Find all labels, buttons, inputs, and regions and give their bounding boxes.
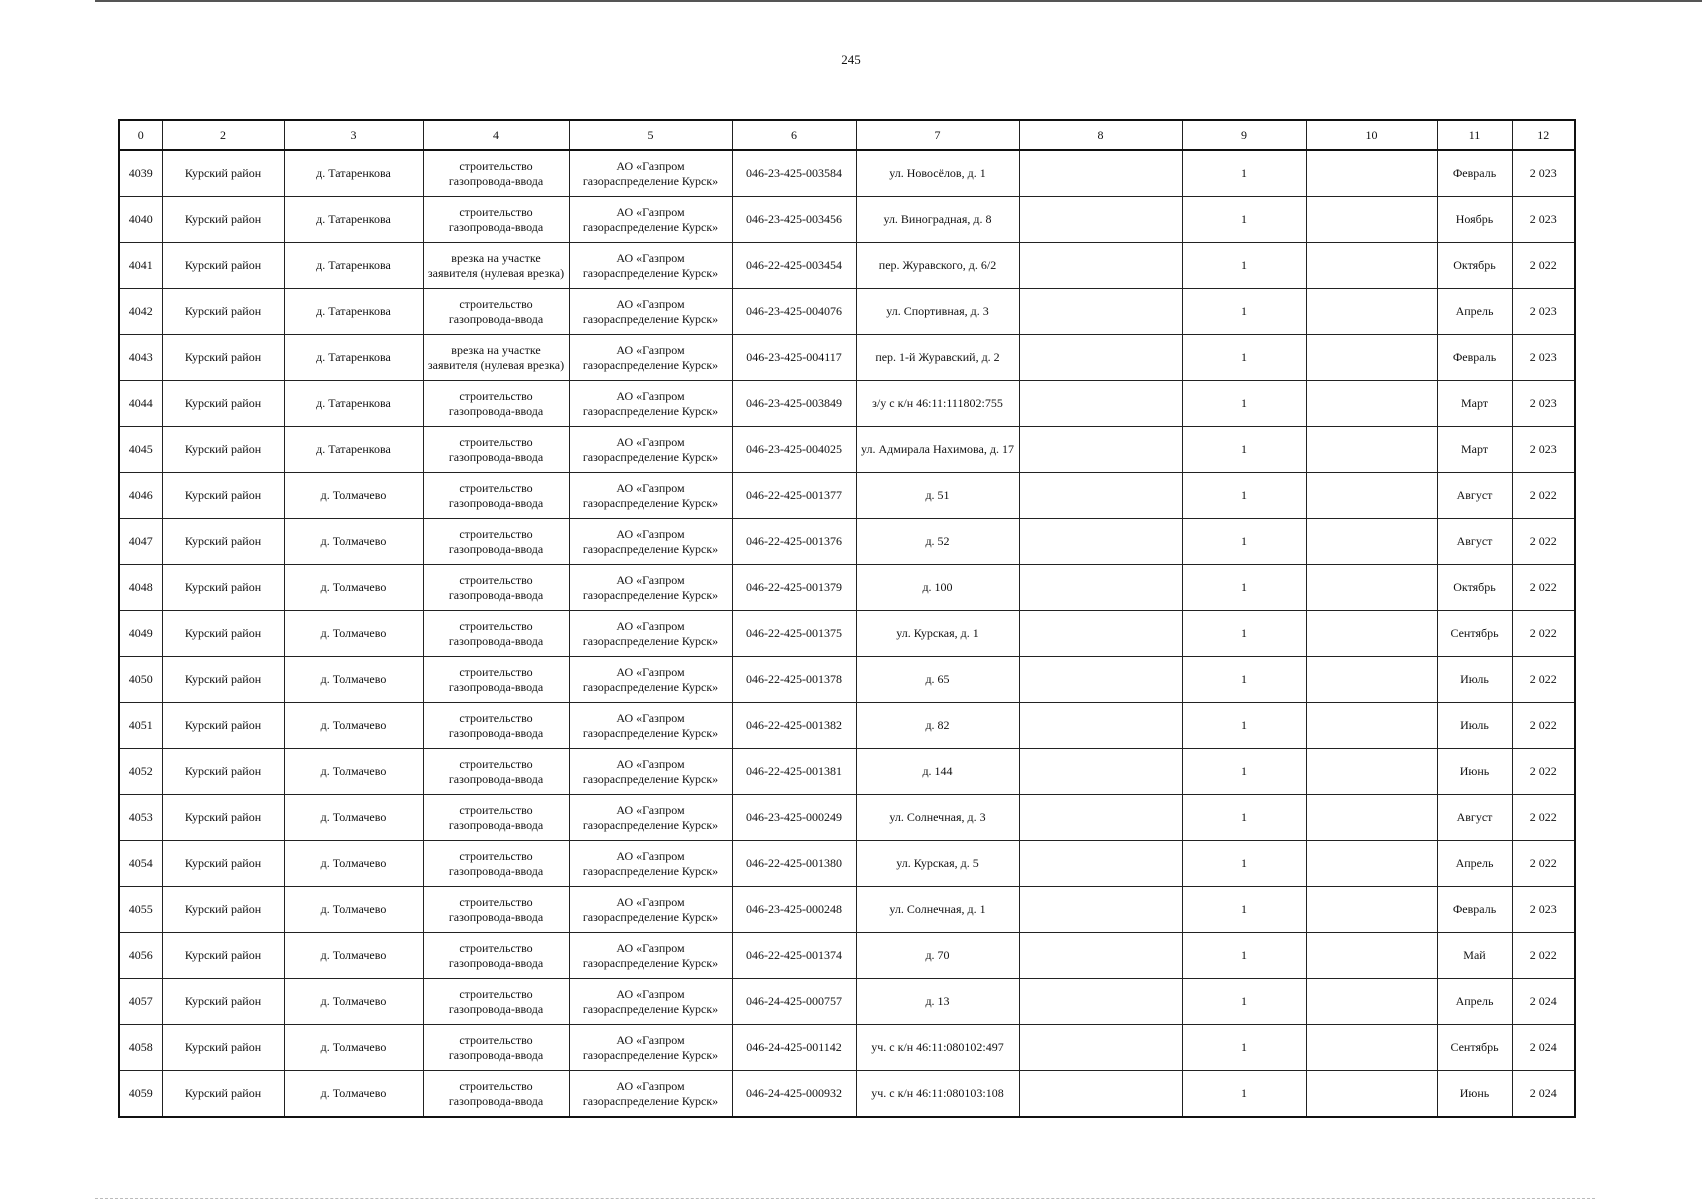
cell-col8 xyxy=(1019,1025,1182,1071)
cell-year: 2 022 xyxy=(1512,611,1575,657)
cell-registry-id: 046-22-425-001378 xyxy=(732,657,856,703)
cell-district: Курский район xyxy=(162,289,284,335)
cell-district: Курский район xyxy=(162,243,284,289)
cell-address: ул. Новосёлов, д. 1 xyxy=(856,150,1019,197)
cell-work-type: врезка на участке заявителя (нулевая врезка) xyxy=(423,243,569,289)
cell-address: ул. Солнечная, д. 3 xyxy=(856,795,1019,841)
cell-col10 xyxy=(1306,1025,1437,1071)
cell-col10 xyxy=(1306,979,1437,1025)
cell-settlement: д. Толмачево xyxy=(284,749,423,795)
cell-col8 xyxy=(1019,565,1182,611)
cell-number: 4047 xyxy=(119,519,162,565)
cell-settlement: д. Татаренкова xyxy=(284,381,423,427)
header-row xyxy=(119,120,1575,150)
cell-registry-id: 046-23-425-003584 xyxy=(732,150,856,197)
cell-quantity: 1 xyxy=(1182,1071,1306,1118)
cell-organization: АО «Газпром газораспределение Курск» xyxy=(569,657,732,703)
cell-district: Курский район xyxy=(162,1025,284,1071)
cell-settlement: д. Татаренкова xyxy=(284,335,423,381)
cell-number: 4049 xyxy=(119,611,162,657)
cell-number: 4051 xyxy=(119,703,162,749)
cell-organization: АО «Газпром газораспределение Курск» xyxy=(569,703,732,749)
cell-year: 2 023 xyxy=(1512,197,1575,243)
cell-work-type: строительство газопровода-ввода xyxy=(423,1071,569,1118)
cell-number: 4039 xyxy=(119,150,162,197)
cell-settlement: д. Толмачево xyxy=(284,473,423,519)
cell-year: 2 022 xyxy=(1512,657,1575,703)
table-row xyxy=(119,979,1575,1025)
cell-number: 4055 xyxy=(119,887,162,933)
cell-col10 xyxy=(1306,243,1437,289)
cell-district: Курский район xyxy=(162,887,284,933)
table-row xyxy=(119,381,1575,427)
cell-col10 xyxy=(1306,473,1437,519)
cell-address: д. 70 xyxy=(856,933,1019,979)
cell-col8 xyxy=(1019,243,1182,289)
cell-month: Октябрь xyxy=(1437,565,1512,611)
cell-registry-id: 046-23-425-003849 xyxy=(732,381,856,427)
column-header: 7 xyxy=(856,120,1019,150)
table-row xyxy=(119,519,1575,565)
cell-registry-id: 046-24-425-000757 xyxy=(732,979,856,1025)
cell-address: д. 13 xyxy=(856,979,1019,1025)
cell-number: 4041 xyxy=(119,243,162,289)
cell-work-type: строительство газопровода-ввода xyxy=(423,795,569,841)
table-row xyxy=(119,795,1575,841)
cell-work-type: строительство газопровода-ввода xyxy=(423,289,569,335)
cell-year: 2 022 xyxy=(1512,473,1575,519)
cell-col8 xyxy=(1019,473,1182,519)
cell-month: Апрель xyxy=(1437,841,1512,887)
cell-col8 xyxy=(1019,979,1182,1025)
cell-district: Курский район xyxy=(162,611,284,657)
cell-settlement: д. Толмачево xyxy=(284,565,423,611)
cell-work-type: строительство газопровода-ввода xyxy=(423,519,569,565)
cell-quantity: 1 xyxy=(1182,749,1306,795)
cell-col8 xyxy=(1019,427,1182,473)
column-header: 2 xyxy=(162,120,284,150)
cell-year: 2 022 xyxy=(1512,841,1575,887)
cell-registry-id: 046-24-425-001142 xyxy=(732,1025,856,1071)
cell-year: 2 024 xyxy=(1512,1025,1575,1071)
cell-year: 2 022 xyxy=(1512,243,1575,289)
cell-district: Курский район xyxy=(162,335,284,381)
cell-address: ул. Спортивная, д. 3 xyxy=(856,289,1019,335)
table-row xyxy=(119,197,1575,243)
column-header: 4 xyxy=(423,120,569,150)
cell-col10 xyxy=(1306,703,1437,749)
cell-district: Курский район xyxy=(162,197,284,243)
cell-number: 4057 xyxy=(119,979,162,1025)
table-row xyxy=(119,887,1575,933)
cell-registry-id: 046-23-425-004117 xyxy=(732,335,856,381)
cell-settlement: д. Татаренкова xyxy=(284,289,423,335)
cell-quantity: 1 xyxy=(1182,289,1306,335)
cell-address: д. 52 xyxy=(856,519,1019,565)
cell-settlement: д. Толмачево xyxy=(284,979,423,1025)
cell-district: Курский район xyxy=(162,657,284,703)
cell-registry-id: 046-22-425-001382 xyxy=(732,703,856,749)
table-row xyxy=(119,243,1575,289)
cell-address: д. 100 xyxy=(856,565,1019,611)
cell-col10 xyxy=(1306,795,1437,841)
cell-work-type: строительство газопровода-ввода xyxy=(423,979,569,1025)
cell-address: д. 144 xyxy=(856,749,1019,795)
cell-registry-id: 046-22-425-001377 xyxy=(732,473,856,519)
cell-year: 2 023 xyxy=(1512,289,1575,335)
cell-col10 xyxy=(1306,150,1437,197)
cell-col8 xyxy=(1019,289,1182,335)
cell-organization: АО «Газпром газораспределение Курск» xyxy=(569,335,732,381)
cell-work-type: строительство газопровода-ввода xyxy=(423,381,569,427)
cell-month: Июнь xyxy=(1437,1071,1512,1118)
cell-col8 xyxy=(1019,519,1182,565)
cell-number: 4045 xyxy=(119,427,162,473)
cell-number: 4053 xyxy=(119,795,162,841)
table-row xyxy=(119,703,1575,749)
cell-organization: АО «Газпром газораспределение Курск» xyxy=(569,427,732,473)
cell-organization: АО «Газпром газораспределение Курск» xyxy=(569,519,732,565)
cell-settlement: д. Толмачево xyxy=(284,657,423,703)
cell-settlement: д. Татаренкова xyxy=(284,243,423,289)
cell-month: Апрель xyxy=(1437,289,1512,335)
cell-col10 xyxy=(1306,841,1437,887)
cell-quantity: 1 xyxy=(1182,841,1306,887)
cell-address: ул. Солнечная, д. 1 xyxy=(856,887,1019,933)
cell-organization: АО «Газпром газораспределение Курск» xyxy=(569,841,732,887)
cell-year: 2 022 xyxy=(1512,933,1575,979)
cell-number: 4056 xyxy=(119,933,162,979)
cell-registry-id: 046-23-425-000248 xyxy=(732,887,856,933)
cell-col10 xyxy=(1306,887,1437,933)
cell-work-type: строительство газопровода-ввода xyxy=(423,887,569,933)
cell-number: 4044 xyxy=(119,381,162,427)
cell-address: уч. с к/н 46:11:080102:497 xyxy=(856,1025,1019,1071)
cell-settlement: д. Толмачево xyxy=(284,1025,423,1071)
cell-work-type: строительство газопровода-ввода xyxy=(423,473,569,519)
cell-quantity: 1 xyxy=(1182,565,1306,611)
cell-organization: АО «Газпром газораспределение Курск» xyxy=(569,243,732,289)
cell-registry-id: 046-22-425-001379 xyxy=(732,565,856,611)
cell-year: 2 024 xyxy=(1512,1071,1575,1118)
cell-work-type: строительство газопровода-ввода xyxy=(423,150,569,197)
cell-settlement: д. Толмачево xyxy=(284,703,423,749)
cell-address: уч. с к/н 46:11:080103:108 xyxy=(856,1071,1019,1118)
cell-col10 xyxy=(1306,519,1437,565)
column-header: 8 xyxy=(1019,120,1182,150)
table-body xyxy=(119,150,1575,1117)
cell-col10 xyxy=(1306,427,1437,473)
cell-registry-id: 046-23-425-000249 xyxy=(732,795,856,841)
cell-address: пер. Журавского, д. 6/2 xyxy=(856,243,1019,289)
cell-col8 xyxy=(1019,657,1182,703)
cell-col8 xyxy=(1019,749,1182,795)
cell-organization: АО «Газпром газораспределение Курск» xyxy=(569,565,732,611)
cell-number: 4050 xyxy=(119,657,162,703)
cell-work-type: строительство газопровода-ввода xyxy=(423,657,569,703)
page-number: 245 xyxy=(841,52,861,67)
cell-district: Курский район xyxy=(162,381,284,427)
cell-address: д. 65 xyxy=(856,657,1019,703)
table-row xyxy=(119,565,1575,611)
cell-organization: АО «Газпром газораспределение Курск» xyxy=(569,289,732,335)
cell-settlement: д. Толмачево xyxy=(284,519,423,565)
cell-quantity: 1 xyxy=(1182,657,1306,703)
cell-month: Август xyxy=(1437,519,1512,565)
cell-address: д. 82 xyxy=(856,703,1019,749)
cell-address: пер. 1-й Журавский, д. 2 xyxy=(856,335,1019,381)
cell-year: 2 022 xyxy=(1512,749,1575,795)
cell-number: 4043 xyxy=(119,335,162,381)
cell-registry-id: 046-22-425-001381 xyxy=(732,749,856,795)
cell-district: Курский район xyxy=(162,427,284,473)
cell-col8 xyxy=(1019,611,1182,657)
cell-col10 xyxy=(1306,657,1437,703)
cell-number: 4048 xyxy=(119,565,162,611)
cell-col10 xyxy=(1306,565,1437,611)
cell-address: ул. Курская, д. 5 xyxy=(856,841,1019,887)
cell-quantity: 1 xyxy=(1182,887,1306,933)
cell-month: Февраль xyxy=(1437,150,1512,197)
cell-year: 2 023 xyxy=(1512,381,1575,427)
cell-quantity: 1 xyxy=(1182,795,1306,841)
cell-year: 2 023 xyxy=(1512,427,1575,473)
cell-quantity: 1 xyxy=(1182,335,1306,381)
cell-col8 xyxy=(1019,335,1182,381)
cell-address: ул. Виноградная, д. 8 xyxy=(856,197,1019,243)
cell-col10 xyxy=(1306,933,1437,979)
cell-registry-id: 046-23-425-003456 xyxy=(732,197,856,243)
cell-quantity: 1 xyxy=(1182,979,1306,1025)
cell-district: Курский район xyxy=(162,1071,284,1118)
cell-registry-id: 046-22-425-001380 xyxy=(732,841,856,887)
cell-month: Сентябрь xyxy=(1437,1025,1512,1071)
cell-district: Курский район xyxy=(162,150,284,197)
cell-organization: АО «Газпром газораспределение Курск» xyxy=(569,197,732,243)
cell-year: 2 023 xyxy=(1512,887,1575,933)
cell-col10 xyxy=(1306,1071,1437,1118)
cell-quantity: 1 xyxy=(1182,243,1306,289)
cell-work-type: строительство газопровода-ввода xyxy=(423,749,569,795)
column-header: 11 xyxy=(1437,120,1512,150)
cell-work-type: строительство газопровода-ввода xyxy=(423,197,569,243)
cell-settlement: д. Толмачево xyxy=(284,795,423,841)
bottom-scan-marks xyxy=(95,1198,1595,1199)
top-scan-border xyxy=(95,0,1702,2)
cell-district: Курский район xyxy=(162,519,284,565)
cell-district: Курский район xyxy=(162,565,284,611)
cell-work-type: врезка на участке заявителя (нулевая врезка) xyxy=(423,335,569,381)
cell-registry-id: 046-22-425-001375 xyxy=(732,611,856,657)
cell-work-type: строительство газопровода-ввода xyxy=(423,565,569,611)
cell-col10 xyxy=(1306,611,1437,657)
cell-quantity: 1 xyxy=(1182,1025,1306,1071)
cell-quantity: 1 xyxy=(1182,381,1306,427)
cell-organization: АО «Газпром газораспределение Курск» xyxy=(569,611,732,657)
cell-col8 xyxy=(1019,841,1182,887)
cell-number: 4052 xyxy=(119,749,162,795)
cell-col8 xyxy=(1019,703,1182,749)
cell-district: Курский район xyxy=(162,795,284,841)
cell-quantity: 1 xyxy=(1182,611,1306,657)
cell-quantity: 1 xyxy=(1182,427,1306,473)
column-header: 3 xyxy=(284,120,423,150)
cell-month: Июнь xyxy=(1437,749,1512,795)
cell-month: Ноябрь xyxy=(1437,197,1512,243)
cell-work-type: строительство газопровода-ввода xyxy=(423,703,569,749)
cell-quantity: 1 xyxy=(1182,933,1306,979)
cell-number: 4054 xyxy=(119,841,162,887)
table-row xyxy=(119,1025,1575,1071)
cell-quantity: 1 xyxy=(1182,197,1306,243)
cell-settlement: д. Толмачево xyxy=(284,933,423,979)
cell-registry-id: 046-22-425-001374 xyxy=(732,933,856,979)
cell-number: 4046 xyxy=(119,473,162,519)
cell-col10 xyxy=(1306,749,1437,795)
table-row xyxy=(119,657,1575,703)
cell-year: 2 022 xyxy=(1512,795,1575,841)
cell-col10 xyxy=(1306,197,1437,243)
cell-work-type: строительство газопровода-ввода xyxy=(423,611,569,657)
column-header: 10 xyxy=(1306,120,1437,150)
cell-settlement: д. Татаренкова xyxy=(284,197,423,243)
cell-col8 xyxy=(1019,150,1182,197)
cell-col10 xyxy=(1306,335,1437,381)
table-row xyxy=(119,289,1575,335)
cell-month: Февраль xyxy=(1437,335,1512,381)
cell-work-type: строительство газопровода-ввода xyxy=(423,1025,569,1071)
cell-registry-id: 046-22-425-001376 xyxy=(732,519,856,565)
cell-address: з/у с к/н 46:11:111802:755 xyxy=(856,381,1019,427)
cell-organization: АО «Газпром газораспределение Курск» xyxy=(569,979,732,1025)
cell-month: Сентябрь xyxy=(1437,611,1512,657)
table-row xyxy=(119,473,1575,519)
cell-settlement: д. Толмачево xyxy=(284,841,423,887)
cell-organization: АО «Газпром газораспределение Курск» xyxy=(569,933,732,979)
cell-month: Февраль xyxy=(1437,887,1512,933)
cell-month: Октябрь xyxy=(1437,243,1512,289)
column-header: 0 xyxy=(119,120,162,150)
table-row xyxy=(119,427,1575,473)
cell-month: Июль xyxy=(1437,703,1512,749)
cell-district: Курский район xyxy=(162,749,284,795)
cell-work-type: строительство газопровода-ввода xyxy=(423,427,569,473)
column-header: 6 xyxy=(732,120,856,150)
cell-quantity: 1 xyxy=(1182,473,1306,519)
cell-year: 2 024 xyxy=(1512,979,1575,1025)
cell-organization: АО «Газпром газораспределение Курск» xyxy=(569,1071,732,1118)
cell-month: Март xyxy=(1437,381,1512,427)
cell-month: Март xyxy=(1437,427,1512,473)
register-table xyxy=(118,119,1576,1118)
cell-address: ул. Курская, д. 1 xyxy=(856,611,1019,657)
cell-col8 xyxy=(1019,1071,1182,1118)
cell-organization: АО «Газпром газораспределение Курск» xyxy=(569,150,732,197)
table-row xyxy=(119,1071,1575,1118)
cell-col8 xyxy=(1019,381,1182,427)
cell-month: Май xyxy=(1437,933,1512,979)
cell-district: Курский район xyxy=(162,703,284,749)
cell-col8 xyxy=(1019,795,1182,841)
cell-number: 4059 xyxy=(119,1071,162,1118)
cell-month: Август xyxy=(1437,473,1512,519)
cell-district: Курский район xyxy=(162,979,284,1025)
cell-address: д. 51 xyxy=(856,473,1019,519)
cell-month: Август xyxy=(1437,795,1512,841)
column-header: 9 xyxy=(1182,120,1306,150)
cell-col10 xyxy=(1306,289,1437,335)
cell-work-type: строительство газопровода-ввода xyxy=(423,933,569,979)
cell-registry-id: 046-23-425-004076 xyxy=(732,289,856,335)
table-row xyxy=(119,150,1575,197)
cell-col8 xyxy=(1019,933,1182,979)
column-header: 12 xyxy=(1512,120,1575,150)
cell-organization: АО «Газпром газораспределение Курск» xyxy=(569,1025,732,1071)
cell-year: 2 023 xyxy=(1512,150,1575,197)
cell-settlement: д. Татаренкова xyxy=(284,427,423,473)
cell-registry-id: 046-24-425-000932 xyxy=(732,1071,856,1118)
cell-settlement: д. Татаренкова xyxy=(284,150,423,197)
cell-settlement: д. Толмачево xyxy=(284,1071,423,1118)
cell-year: 2 022 xyxy=(1512,703,1575,749)
cell-year: 2 023 xyxy=(1512,335,1575,381)
cell-settlement: д. Толмачево xyxy=(284,611,423,657)
cell-organization: АО «Газпром газораспределение Курск» xyxy=(569,381,732,427)
cell-organization: АО «Газпром газораспределение Курск» xyxy=(569,887,732,933)
cell-district: Курский район xyxy=(162,473,284,519)
cell-registry-id: 046-23-425-004025 xyxy=(732,427,856,473)
cell-year: 2 022 xyxy=(1512,519,1575,565)
cell-number: 4040 xyxy=(119,197,162,243)
cell-year: 2 022 xyxy=(1512,565,1575,611)
cell-organization: АО «Газпром газораспределение Курск» xyxy=(569,473,732,519)
column-header: 5 xyxy=(569,120,732,150)
cell-district: Курский район xyxy=(162,933,284,979)
cell-col10 xyxy=(1306,381,1437,427)
cell-organization: АО «Газпром газораспределение Курск» xyxy=(569,795,732,841)
cell-col8 xyxy=(1019,197,1182,243)
cell-number: 4042 xyxy=(119,289,162,335)
cell-month: Апрель xyxy=(1437,979,1512,1025)
table-row xyxy=(119,749,1575,795)
cell-quantity: 1 xyxy=(1182,703,1306,749)
table-row xyxy=(119,611,1575,657)
cell-col8 xyxy=(1019,887,1182,933)
cell-quantity: 1 xyxy=(1182,150,1306,197)
cell-quantity: 1 xyxy=(1182,519,1306,565)
cell-work-type: строительство газопровода-ввода xyxy=(423,841,569,887)
cell-month: Июль xyxy=(1437,657,1512,703)
cell-registry-id: 046-22-425-003454 xyxy=(732,243,856,289)
cell-number: 4058 xyxy=(119,1025,162,1071)
cell-address: ул. Адмирала Нахимова, д. 17 xyxy=(856,427,1019,473)
table-row xyxy=(119,933,1575,979)
cell-organization: АО «Газпром газораспределение Курск» xyxy=(569,749,732,795)
table-row xyxy=(119,335,1575,381)
cell-district: Курский район xyxy=(162,841,284,887)
table-row xyxy=(119,841,1575,887)
cell-settlement: д. Толмачево xyxy=(284,887,423,933)
